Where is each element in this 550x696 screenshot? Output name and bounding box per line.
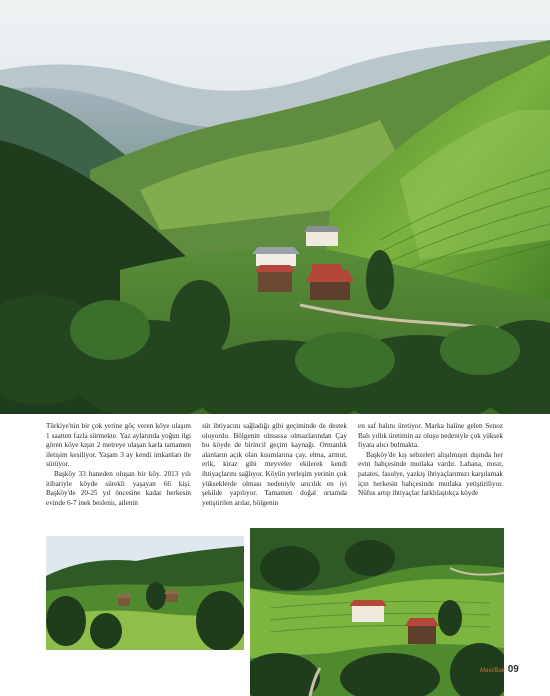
article-column-2 (202, 422, 347, 542)
paragraph: Türkiye'nin bir çok yerine göç veren köye ulaşım 1 saatten fazla sürmekte. Yaz aylarında yoğun ilgi gören köye kışın 2 metreye ulaşan karla tamamen iletişim kesiliyor. Yaşam 3 ay kendi imkanları ile sürüyor. (46, 422, 191, 469)
page-number: 09 (507, 664, 519, 675)
paragraph: en saf balını üretiyor. Marka haline gelen Senoz Balı yıllık üretimin az oluşu nedeniyle çok yüksek fiyata alıcı bulmakta. (358, 422, 503, 450)
article-column-1 (46, 422, 191, 532)
paragraph: Başköy 33 haneden oluşan bir köy. 2013 yılı itibariyle köyde sürekli yaşayan 66 kişi. Başköy'de 20-25 yıl öncesine kadar herkesin evinde 6-7 inek besleniı, ailenin (46, 469, 191, 507)
paragraph: Başköy'de kış sebzeleri alışılmışın dışında her evin bahçesinde mutlaka vardır. Lahana, mısır, patates, fasulye, yazkış ihtiyaçlarımızı karşılamak için herkesin bahçesinde mutlaka yetiştiriliyor. Nüfus artıp ihtiyaçlar farklılaştıkça köyde (358, 450, 503, 498)
village-photo-large (250, 528, 504, 696)
paragraph: süt ihtiyacını sağladığı gibi geçiminde de destek oluyordu. Bölgenin olmassa olmazlarından Çay bu köyde de birincil geçim kaynağı. Ormanlık alanların açık olan kısımlarına çay, elma, armut, erik, kiraz gibi meyveler ekilerek kendi ihtiyaçlarını sağlıyor. Köyün yerleşim yerinin çok yükseklerde olması nedeniyle arıcılık en iyi şekilde yapılıyor. Tamamen doğal ortamda yetiştirilen arılar, bölgenin (202, 422, 347, 507)
village-photo-small (46, 536, 244, 650)
article-column-3 (358, 422, 503, 532)
magazine-name: Mavi/Bak (480, 668, 505, 674)
page-footer (480, 664, 519, 676)
